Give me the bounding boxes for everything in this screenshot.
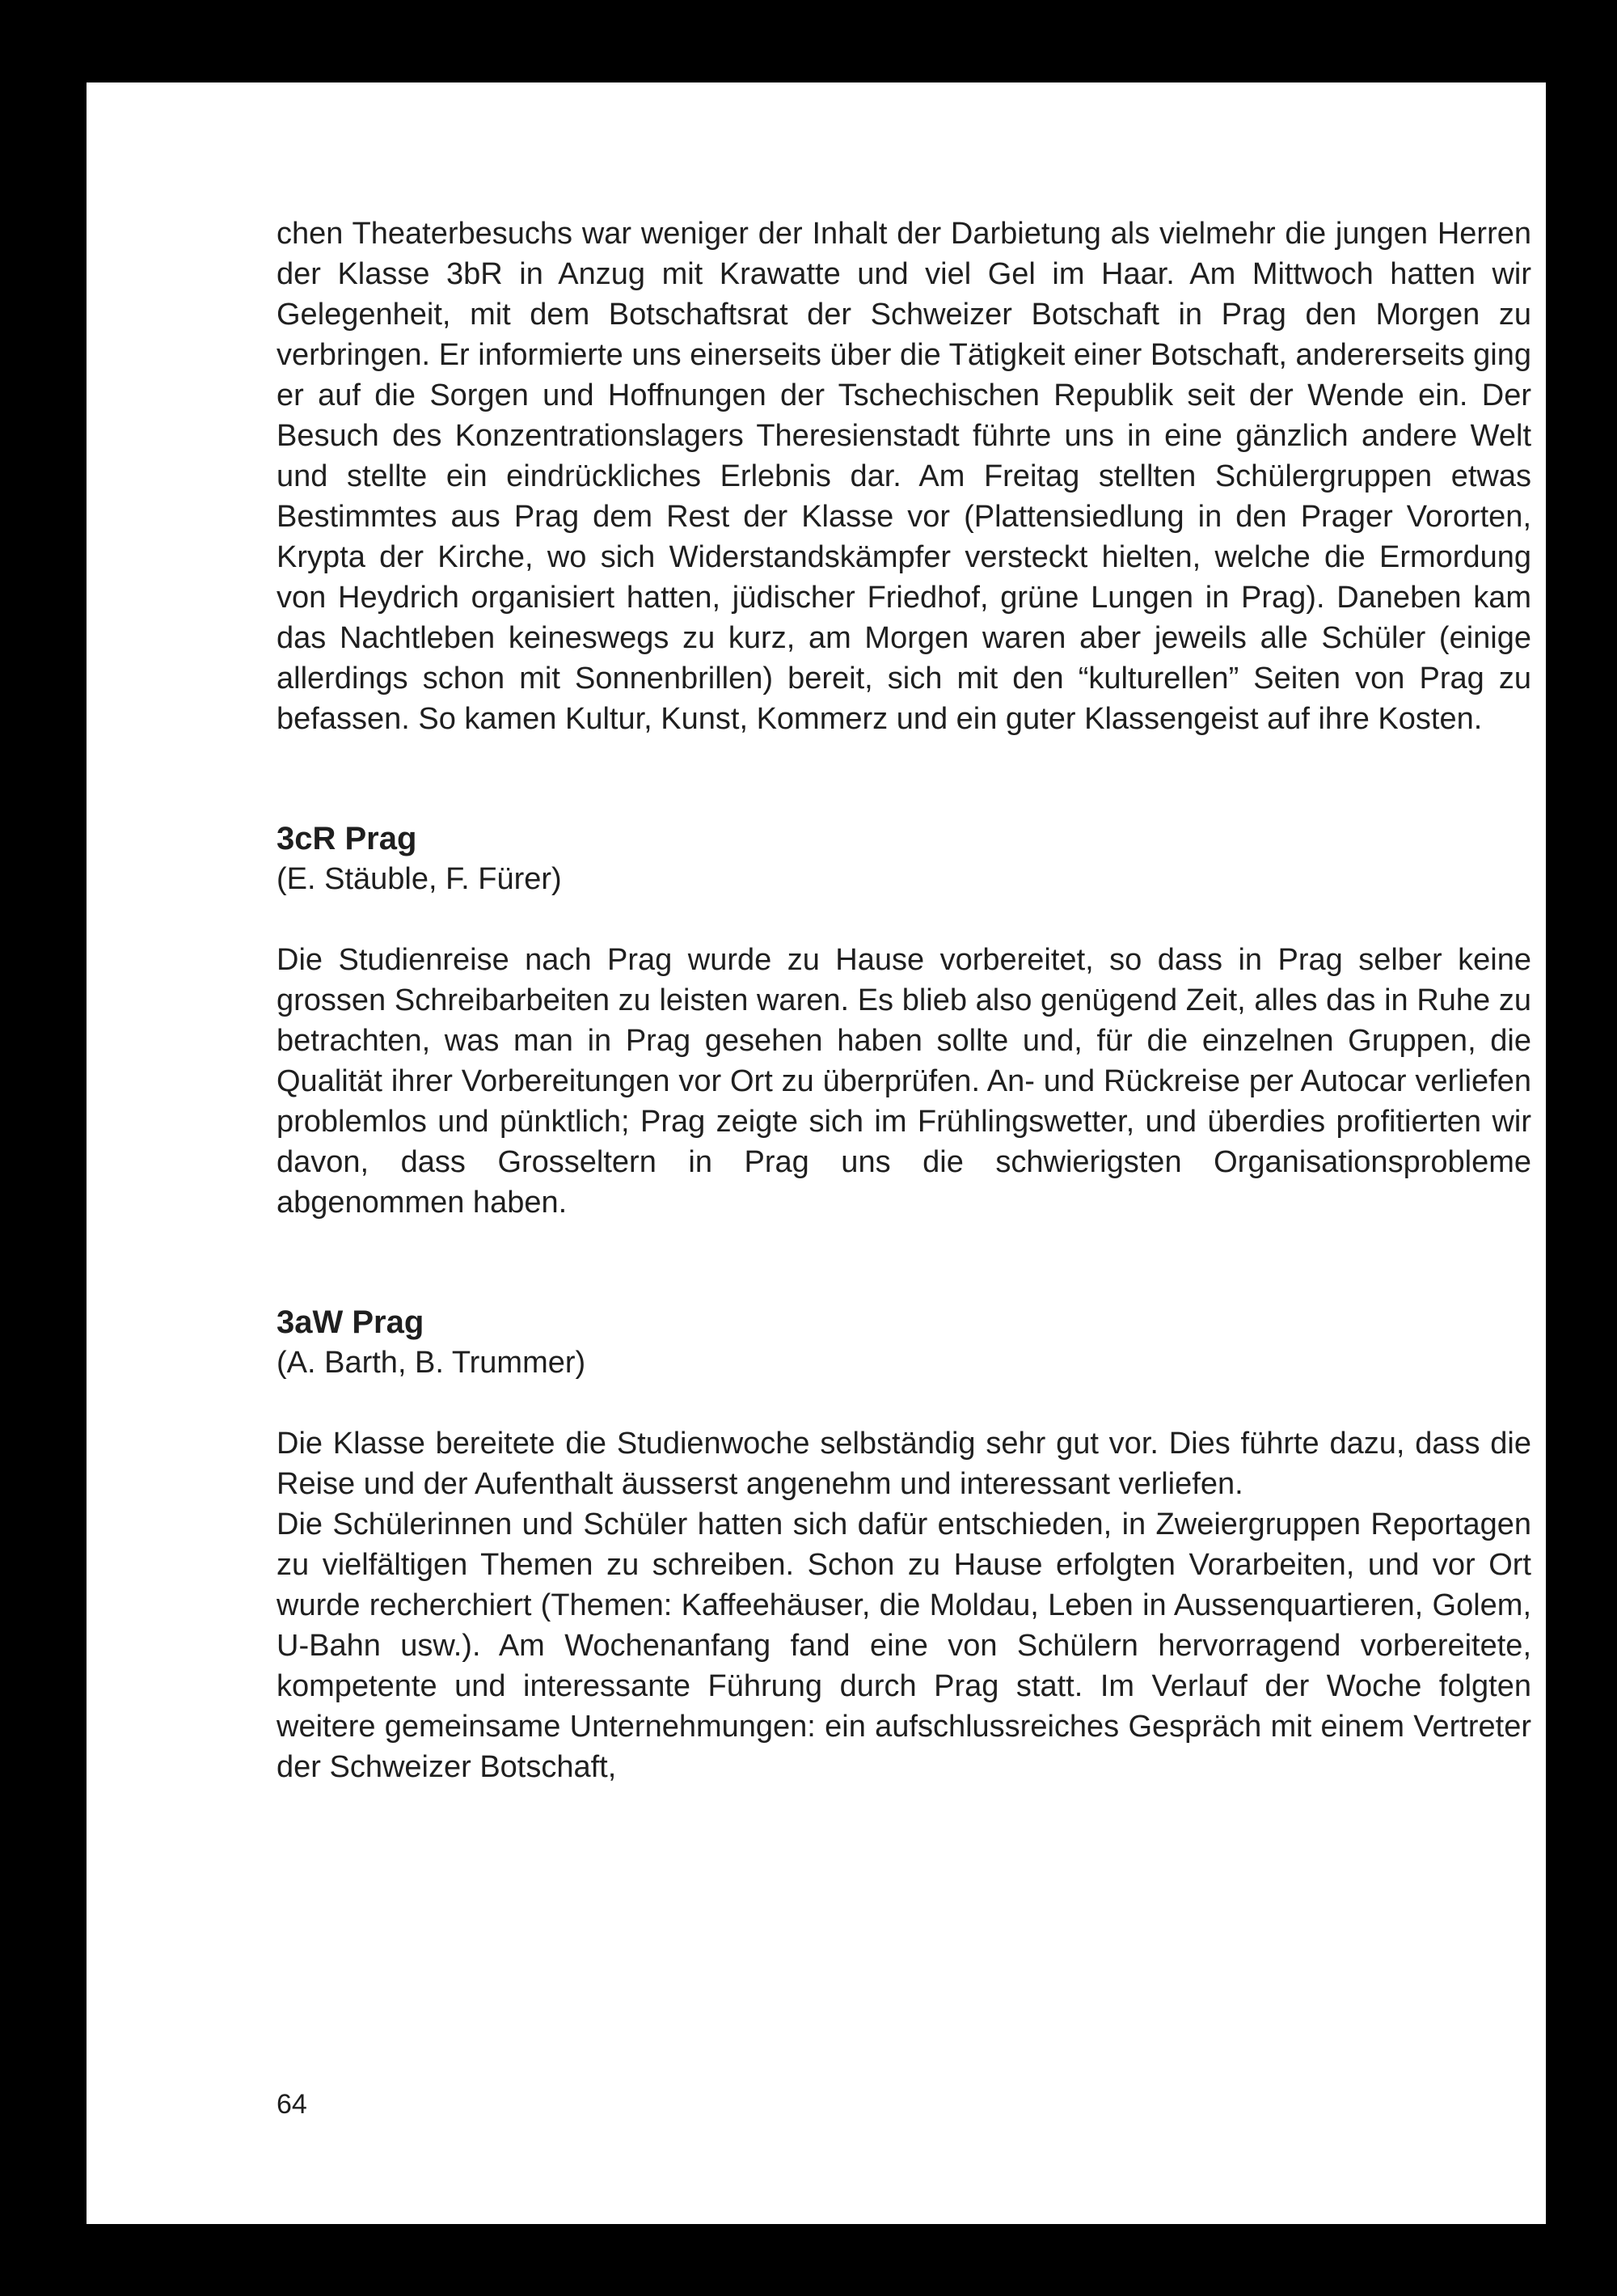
document-page xyxy=(87,82,1546,2224)
page-content xyxy=(277,214,1531,1787)
section-paragraph-3aw-2: Die Schülerinnen und Schüler hatten sich dafür entschieden, in Zweiergruppen Reportagen zu vielfältigen Themen zu schreiben. Schon zu Hause erfolgten Vorarbeiten, und vor Ort wurde recherchiert (Themen: Kaffeehäuser, die Moldau, Leben in Aussenquartieren, Golem, U-Bahn usw.). Am Wochenanfang fand eine von Schülern hervorragend vorbereitete, kompetente und interessante Führung durch Prag statt. Im Verlauf der Woche folgten weitere gemeinsame Unternehmungen: ein aufschlussreiches Gespräch mit einem Vertreter der Schweizer Botschaft, xyxy=(277,1507,1531,1784)
section-authors-3aw: (A. Barth, B. Trummer) xyxy=(277,1346,586,1380)
section-paragraph-3cr: Die Studienreise nach Prag wurde zu Hause vorbereitet, so dass in Prag selber keine grossen Schreibarbeiten zu leisten waren. Es blieb also genügend Zeit, alles das in Ruhe zu betrachten, was man in Prag gesehen haben sollte und, für die einzelnen Gruppen, die Qualität ihrer Vorbereitungen vor Ort zu überprüfen. An- und Rückreise per Autocar verliefen problemlos und pünktlich; Prag zeigte sich im Frühlingswetter, und überdies profitierten wir davon, dass Grosseltern in Prag uns die schwierigsten Organisationsprobleme abgenommen haben. xyxy=(277,943,1531,1220)
section-authors-3cr: (E. Stäuble, F. Fürer) xyxy=(277,862,562,896)
section-paragraph-3aw-1: Die Klasse bereitete die Studienwoche selbständig sehr gut vor. Dies führte dazu, dass die Reise und der Aufenthalt äusserst angenehm und interessant verliefen. xyxy=(277,1427,1531,1501)
intro-paragraph: chen Theaterbesuchs war weniger der Inhalt der Darbietung als vielmehr die jungen Herren der Klasse 3bR in Anzug mit Krawatte und viel Gel im Haar. Am Mittwoch hatten wir Gelegenheit, mit dem Botschaftsrat der Schweizer Botschaft in Prag den Morgen zu verbringen. Er informierte uns einerseits über die Tätigkeit einer Botschaft, andererseits ging er auf die Sorgen und Hoffnungen der Tschechischen Republik seit der Wende ein. Der Besuch des Konzentrationslagers Theresienstadt führte uns in eine gänzlich andere Welt und stellte ein eindrückliches Erlebnis dar. Am Freitag stellten Schülergruppen etwas Bestimmtes aus Prag dem Rest der Klasse vor (Plattensiedlung in den Prager Vororten, Krypta der Kirche, wo sich Widerstandskämpfer versteckt hielten, welche die Ermordung von Heydrich organisiert hatten, jüdischer Friedhof, grüne Lungen in Prag). Daneben kam das Nachtleben keineswegs zu kurz, am Morgen waren aber jeweils alle Schüler (einige allerdings schon mit Sonnenbrillen) bereit, sich mit den “kulturellen” Seiten von Prag zu befassen. So kamen Kultur, Kunst, Kommerz und ein guter Klassengeist auf ihre Kosten. xyxy=(277,217,1531,736)
section-heading-3cr: 3cR Prag xyxy=(277,821,417,856)
section-gap xyxy=(277,1383,1531,1423)
section-gap xyxy=(277,899,1531,940)
page-number: 64 xyxy=(277,2089,307,2120)
section-gap xyxy=(277,1223,1531,1302)
section-heading-3aw: 3aW Prag xyxy=(277,1304,424,1340)
section-gap xyxy=(277,739,1531,818)
